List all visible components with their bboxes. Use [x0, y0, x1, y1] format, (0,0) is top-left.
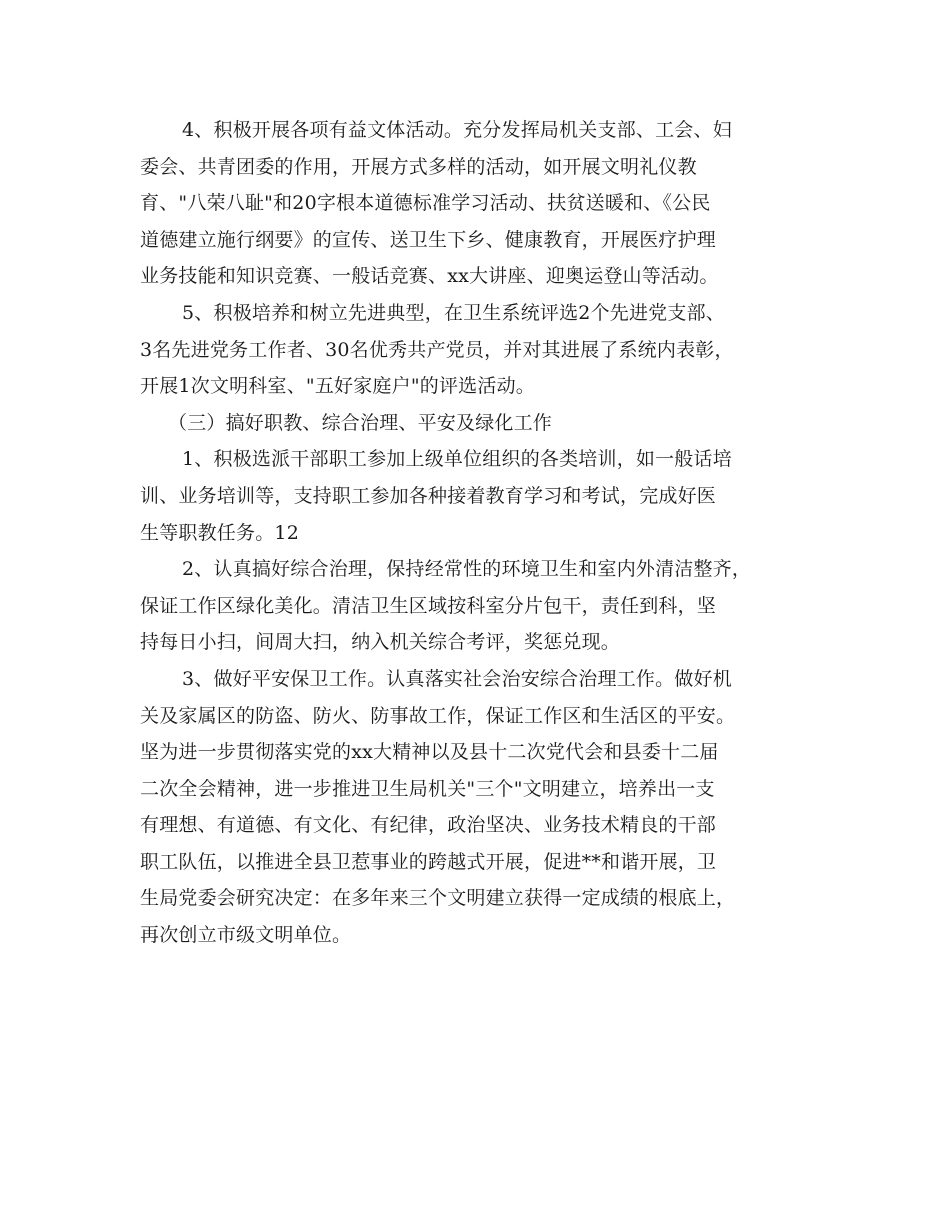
section-heading: （三）搞好职教、综合治理、平安及绿化工作	[168, 411, 553, 434]
text-line: 职工队伍，以推进全县卫惹事业的跨越式开展，促进**和谐开展，卫	[140, 850, 717, 873]
text-line: 训、业务培训等，支持职工参加各种接着教育学习和考试，完成好医	[140, 484, 717, 507]
paragraph-advanced-models	[140, 295, 825, 405]
text-line: 5、积极培养和树立先进典型，在卫生系统评选2个先进党支部、	[182, 301, 725, 324]
text-line: 持每日小扫，间周大扫，纳入机关综合考评，奖惩兑现。	[140, 631, 621, 654]
text-line: 3、做好平安保卫工作。认真落实社会治安综合治理工作。做好机	[182, 667, 732, 690]
document-body	[140, 112, 825, 954]
paragraph-training	[140, 441, 825, 551]
text-line: 再次创立市级文明单位。	[140, 924, 352, 947]
paragraph-comprehensive-governance	[140, 551, 825, 661]
text-line: 关及家属区的防盗、防火、防事故工作，保证工作区和生活区的平安。	[140, 704, 736, 727]
text-line: 保证工作区绿化美化。清洁卫生区域按科室分片包干，责任到科，坚	[140, 594, 717, 617]
text-line: 生等职教任务。12	[140, 521, 299, 544]
text-line: 道德建立施行纲要》的宣传、送卫生下乡、健康教育，开展医疗护理	[140, 228, 717, 251]
text-line: 有理想、有道德、有文化、有纪律，政治坚决、业务技术精良的干部	[140, 814, 717, 837]
paragraph-security-work	[140, 661, 825, 954]
text-line: 坚为进一步贯彻落实党的xx大精神以及县十二次党代会和县委十二届	[140, 741, 719, 764]
text-line: 委会、共青团委的作用，开展方式多样的活动，如开展文明礼仪教	[140, 155, 697, 178]
text-line: 业务技能和知识竞赛、一般话竞赛、xx大讲座、迎奥运登山等活动。	[140, 265, 719, 288]
text-line: 3名先进党务工作者、30名优秀共产党员，并对其进展了系统内表彰，	[140, 338, 734, 361]
text-line: 1、积极选派干部职工参加上级单位组织的各类培训，如一般话培	[182, 448, 732, 471]
text-line: 生局党委会研究决定：在多年来三个文明建立获得一定成绩的根底上，	[140, 887, 736, 910]
text-line: 4、积极开展各项有益文体活动。充分发挥局机关支部、工会、妇	[182, 119, 732, 141]
section-heading-three	[140, 405, 825, 442]
text-line: 育、"八荣八耻"和20字根本道德标准学习活动、扶贫送暖和、《公民	[140, 192, 711, 215]
text-line: 2、认真搞好综合治理，保持经常性的环境卫生和室内外清洁整齐，	[182, 558, 752, 581]
text-line: 二次全会精神，进一步推进卫生局机关"三个"文明建立，培养出一支	[140, 777, 715, 800]
text-line: 开展1次文明科室、"五好家庭户"的评选活动。	[140, 375, 535, 398]
paragraph-cultural-activities	[140, 112, 825, 295]
